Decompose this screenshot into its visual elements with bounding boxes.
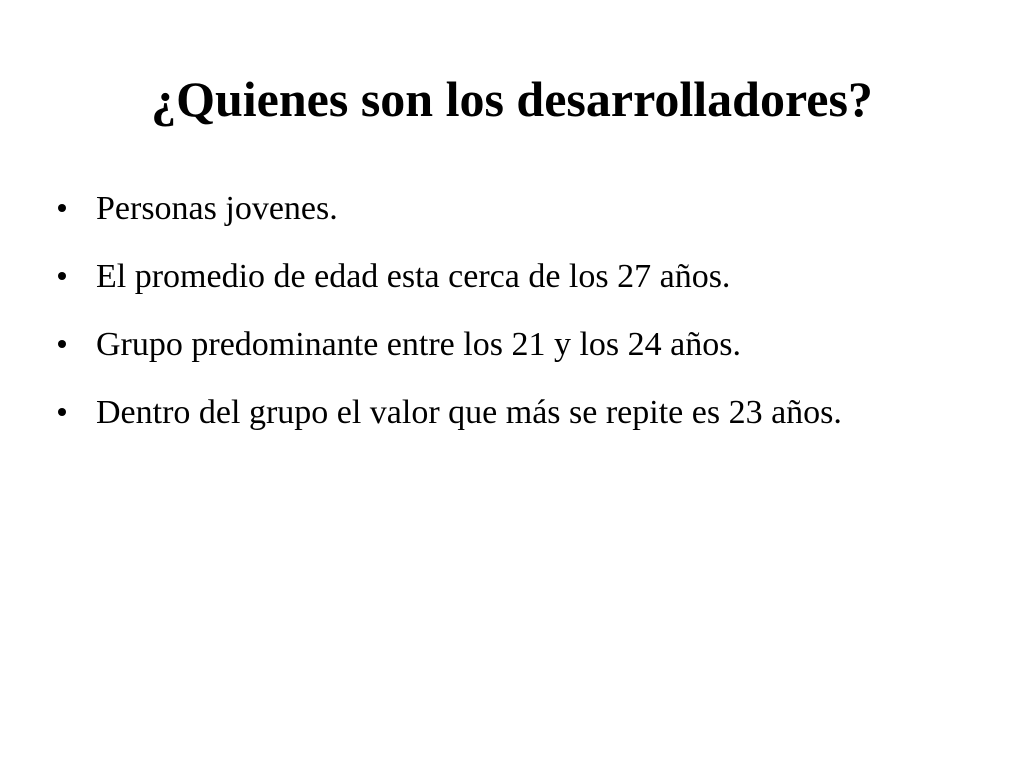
bullet-list — [58, 185, 958, 457]
bullet-dot-icon — [58, 272, 66, 280]
bullet-text: Dentro del grupo el valor que más se repite es 23 años. — [96, 394, 842, 431]
bullet-item — [58, 185, 958, 233]
bullet-item — [58, 321, 958, 369]
bullet-text: Personas jovenes. — [96, 190, 338, 227]
bullet-item — [58, 389, 958, 437]
bullet-text: Grupo predominante entre los 21 y los 24 años. — [96, 326, 741, 363]
bullet-dot-icon — [58, 408, 66, 416]
bullet-dot-icon — [58, 204, 66, 212]
bullet-text: El promedio de edad esta cerca de los 27 años. — [96, 258, 731, 295]
bullet-dot-icon — [58, 340, 66, 348]
slide-title: ¿Quienes son los desarrolladores? — [151, 71, 873, 127]
bullet-item — [58, 253, 958, 301]
